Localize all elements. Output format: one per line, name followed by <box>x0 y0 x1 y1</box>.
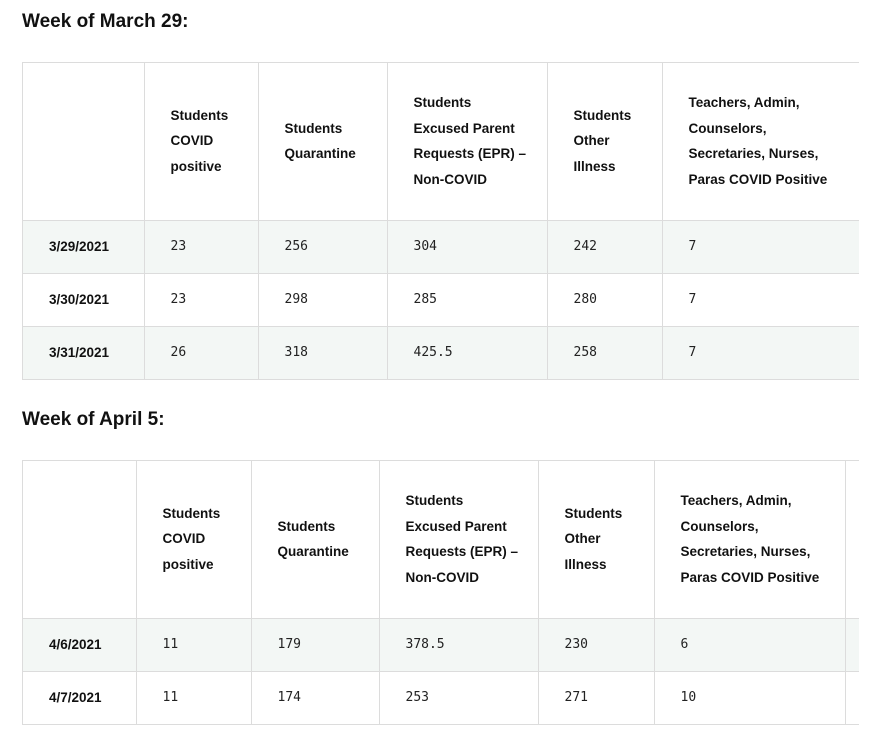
row-date-cell: 3/31/2021 <box>23 326 144 379</box>
students-other-illness-cell: 258 <box>547 326 662 379</box>
header-cell-students-quarantine <box>258 63 387 220</box>
table-wrapper-week-april-5 <box>22 460 859 725</box>
header-cell-staff-covid-positive <box>662 63 859 220</box>
header-label: Students COVID positive <box>170 107 229 175</box>
header-cell-corner <box>23 63 144 220</box>
students-other-illness-cell: 280 <box>547 273 662 326</box>
students-quarantine-cell: 179 <box>251 618 379 671</box>
header-cell-corner <box>23 461 136 618</box>
section-title-week-march-29: Week of March 29: <box>22 11 189 32</box>
staff-covid-positive-cell: 6 <box>654 618 845 671</box>
header-cell-students-other-illness <box>538 461 654 618</box>
staff-covid-positive-cell: 7 <box>662 273 859 326</box>
students-quarantine-cell: 318 <box>258 326 387 379</box>
staff-covid-positive-cell: 7 <box>662 326 859 379</box>
overflow-cell <box>845 618 859 671</box>
students-other-illness-cell: 271 <box>538 671 654 724</box>
header-label: Students Quarantine <box>284 120 356 162</box>
table-row <box>23 273 859 326</box>
students-epr-cell: 253 <box>379 671 538 724</box>
header-cell-staff-covid-positive <box>654 461 845 618</box>
data-table-week-march-29 <box>23 63 859 379</box>
students-epr-cell: 304 <box>387 220 547 273</box>
students-other-illness-cell: 230 <box>538 618 654 671</box>
students-epr-cell: 378.5 <box>379 618 538 671</box>
students-epr-cell: 285 <box>387 273 547 326</box>
table-header-row <box>23 63 859 220</box>
students-covid-positive-cell: 26 <box>144 326 258 379</box>
header-cell-students-covid-positive <box>144 63 258 220</box>
row-date-cell: 4/6/2021 <box>23 618 136 671</box>
table-header-row <box>23 461 859 618</box>
header-cell-students-other-illness <box>547 63 662 220</box>
header-label: Students Excused Parent Requests (EPR) – Non-COVID <box>405 493 519 585</box>
students-covid-positive-cell: 23 <box>144 220 258 273</box>
students-covid-positive-cell: 11 <box>136 618 251 671</box>
table-row <box>23 671 859 724</box>
header-label: Students Quarantine <box>277 518 349 560</box>
header-label: Students Excused Parent Requests (EPR) – Non-COVID <box>413 95 527 187</box>
students-quarantine-cell: 174 <box>251 671 379 724</box>
students-covid-positive-cell: 23 <box>144 273 258 326</box>
header-cell-students-quarantine <box>251 461 379 618</box>
staff-covid-positive-cell: 7 <box>662 220 859 273</box>
students-other-illness-cell: 242 <box>547 220 662 273</box>
staff-covid-positive-cell: 10 <box>654 671 845 724</box>
students-covid-positive-cell: 11 <box>136 671 251 724</box>
header-cell-students-epr-non-covid <box>379 461 538 618</box>
header-cell-students-covid-positive <box>136 461 251 618</box>
section-title-week-april-5: Week of April 5: <box>22 409 165 430</box>
row-date-cell: 4/7/2021 <box>23 671 136 724</box>
students-quarantine-cell: 298 <box>258 273 387 326</box>
header-label: Students COVID positive <box>162 505 221 573</box>
table-row <box>23 326 859 379</box>
header-label: Teachers, Admin, Counselors, Secretaries, Nurses, Paras COVID Positive <box>688 95 828 187</box>
table-row <box>23 618 859 671</box>
header-cell-students-epr-non-covid <box>387 63 547 220</box>
table-row <box>23 220 859 273</box>
overflow-cell <box>845 671 859 724</box>
students-quarantine-cell: 256 <box>258 220 387 273</box>
header-label: Teachers, Admin, Counselors, Secretaries, Nurses, Paras COVID Positive <box>680 493 820 585</box>
data-table-week-april-5 <box>23 461 859 724</box>
header-label: Students Other Illness <box>564 505 623 573</box>
header-label: Students Other Illness <box>573 107 632 175</box>
students-epr-cell: 425.5 <box>387 326 547 379</box>
table-wrapper-week-march-29 <box>22 62 859 380</box>
row-date-cell: 3/30/2021 <box>23 273 144 326</box>
header-cell-overflow <box>845 461 859 618</box>
row-date-cell: 3/29/2021 <box>23 220 144 273</box>
